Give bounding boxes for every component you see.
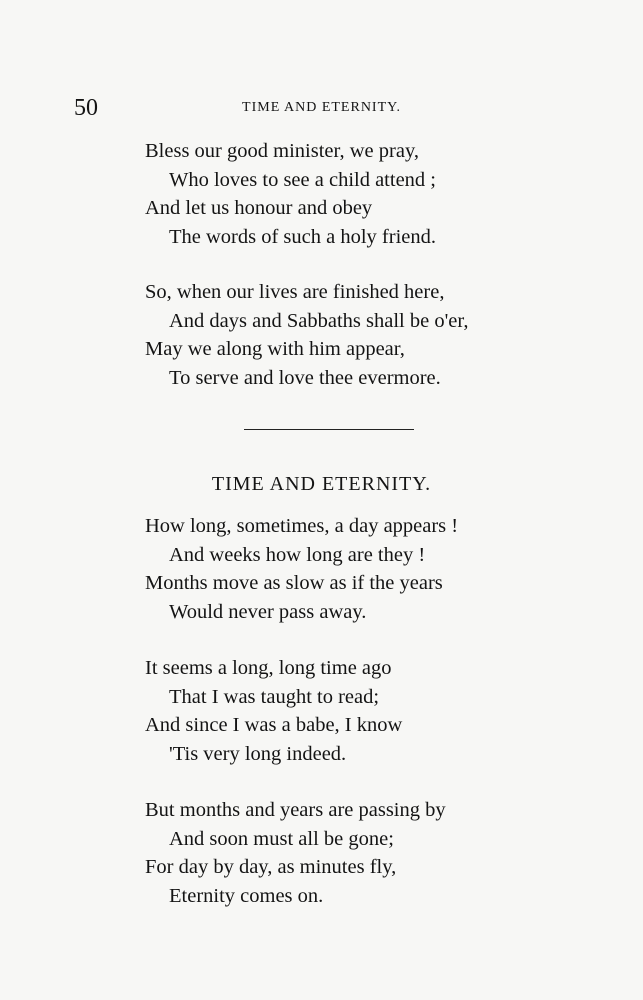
verse-line: To serve and love thee evermore. <box>169 366 441 389</box>
verse-line: Bless our good minister, we pray, <box>145 140 419 162</box>
verse-line: It seems a long, long time ago <box>145 657 392 679</box>
verse-line: The words of such a holy friend. <box>169 225 437 248</box>
verse-line: That I was taught to read; <box>169 685 380 708</box>
verse-line: And soon must all be gone; <box>169 827 394 850</box>
verse-line: How long, sometimes, a day appears ! <box>145 515 459 537</box>
verse-line: Months move as slow as if the years <box>145 572 443 594</box>
previous-poem-stanza-1 <box>145 137 436 251</box>
verse-line: And weeks how long are they ! <box>169 543 426 566</box>
page-number: 50 <box>74 95 98 121</box>
verse-line: 'Tis very long indeed. <box>169 742 347 765</box>
verse-line: Eternity comes on. <box>169 884 324 907</box>
verse-line: But months and years are passing by <box>145 799 446 821</box>
poem-title: TIME AND ETERNITY. <box>211 473 432 495</box>
verse-line: And since I was a babe, I know <box>145 714 403 736</box>
verse-line: And let us honour and obey <box>145 197 373 219</box>
verse-line: For day by day, as minutes fly, <box>145 856 397 878</box>
section-divider <box>244 429 414 430</box>
running-head: TIME AND ETERNITY. <box>242 100 401 115</box>
poem-stanza-1 <box>145 512 458 626</box>
previous-poem-stanza-2 <box>145 278 469 392</box>
verse-line: So, when our lives are finished here, <box>145 281 445 303</box>
verse-line: And days and Sabbaths shall be o'er, <box>169 309 469 332</box>
verse-line: Would never pass away. <box>169 600 367 623</box>
verse-line: May we along with him appear, <box>145 338 405 360</box>
poem-stanza-3 <box>145 796 446 910</box>
poem-stanza-2 <box>145 654 402 768</box>
verse-line: Who loves to see a child attend ; <box>169 168 436 191</box>
